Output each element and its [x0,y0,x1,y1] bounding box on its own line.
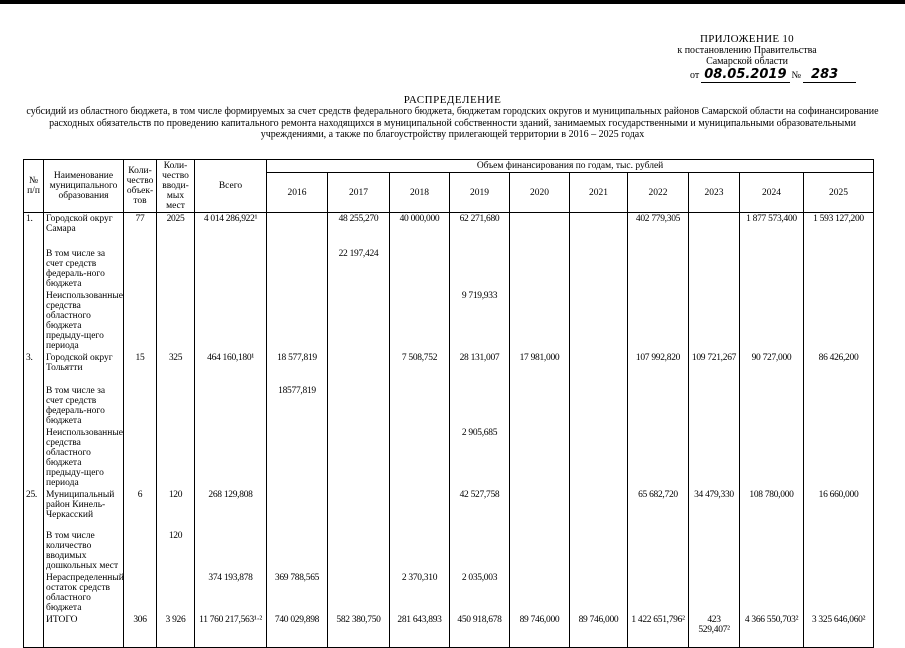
row-number: 25. [24,489,44,530]
row-name: В том числе количество вводимых дошкольных мест [44,530,124,572]
row-places: 325 [157,352,195,385]
document-title: РАСПРЕДЕЛЕНИЕ [403,94,502,106]
row-year-value: 1 422 651,796² [628,614,689,648]
row-year-value [450,530,510,572]
row-number [24,248,44,290]
appendix-title: ПРИЛОЖЕНИЕ 10 [700,33,794,45]
row-year-value [328,290,390,352]
row-places [157,248,195,290]
row-year-value [628,572,689,614]
table-row [24,489,874,530]
row-year-value: 48 255,270 [328,213,390,248]
row-year-value [510,572,570,614]
row-year-value [689,572,740,614]
row-year-value: 3 325 646,060² [804,614,874,648]
header-year: 2022 [628,173,689,213]
row-year-value: 1 593 127,200 [804,213,874,248]
row-year-value: 582 380,750 [328,614,390,648]
row-year-value: 1 877 573,400 [740,213,804,248]
table-row [24,530,874,572]
row-number [24,614,44,648]
table-row [24,614,874,648]
row-year-value: 369 788,565 [267,572,328,614]
row-year-value [689,290,740,352]
row-year-value [628,385,689,427]
row-year-value: 22 197,424 [328,248,390,290]
row-year-value [328,489,390,530]
row-year-value [267,290,328,352]
row-objects: 306 [124,614,157,648]
row-year-value [804,427,874,489]
row-year-value [570,489,628,530]
row-total: 4 014 286,922¹ [195,213,267,248]
row-year-value: 28 131,007 [450,352,510,385]
row-year-value [570,290,628,352]
table-row [24,352,874,385]
row-year-value [570,530,628,572]
header-total: Всего [195,160,267,213]
row-year-value [390,248,450,290]
row-year-value: 90 727,000 [740,352,804,385]
row-year-value [804,385,874,427]
row-year-value [267,427,328,489]
row-year-value [510,530,570,572]
table-body [24,213,874,648]
row-year-value [390,427,450,489]
row-year-value [267,530,328,572]
row-year-value [450,385,510,427]
row-year-value: 9 719,933 [450,290,510,352]
row-objects [124,572,157,614]
row-year-value: 281 643,893 [390,614,450,648]
row-objects [124,427,157,489]
row-name: Городской округ Тольятти [44,352,124,385]
row-year-value [510,385,570,427]
row-total [195,290,267,352]
header-funding-group: Объем финансирования по годам, тыс. рублей [267,160,874,173]
row-total [195,248,267,290]
header-year: 2020 [510,173,570,213]
row-total: 268 129,808 [195,489,267,530]
row-year-value: 2 370,310 [390,572,450,614]
row-places [157,385,195,427]
row-number [24,427,44,489]
row-year-value [450,248,510,290]
row-year-value [510,290,570,352]
row-year-value [267,489,328,530]
row-year-value: 89 746,000 [570,614,628,648]
row-year-value: 108 780,000 [740,489,804,530]
header-year: 2024 [740,173,804,213]
number-prefix: № [791,70,802,81]
row-year-value [689,248,740,290]
row-places: 3 926 [157,614,195,648]
decree-date: 08.05.2019 [701,67,789,83]
row-objects: 6 [124,489,157,530]
row-year-value [804,248,874,290]
row-year-value [689,427,740,489]
row-name: Муниципальный район Кинель-Черкасский [44,489,124,530]
document-subtitle: субсидий из областного бюджета, в том числе формируемых за счет средств федерального бюджета, бюджетам городских округов и муниципальных районов Самарской области на софинансирование расходных обязательств по проведению капитального ремонта находящихся в муниципальной собственности зданий, занимаемых государственными и муниципальными образовательными учреждениями, а также по благоустройству прилегающей территории в 2016 – 2025 годах [26,106,879,141]
row-year-value [328,530,390,572]
row-year-value [570,572,628,614]
row-year-value: 4 366 550,703² [740,614,804,648]
row-year-value: 450 918,678 [450,614,510,648]
row-total: 464 160,180¹ [195,352,267,385]
row-year-value [804,290,874,352]
row-year-value [689,213,740,248]
appendix-block [647,34,847,67]
date-prefix: от [690,70,700,81]
table-row [24,290,874,352]
row-objects [124,530,157,572]
row-total: 11 760 217,563¹·² [195,614,267,648]
row-year-value: 740 029,898 [267,614,328,648]
row-year-value: 42 527,758 [450,489,510,530]
appendix-line-2: Самарской области [706,56,788,67]
row-name: Нераспределенный остаток средств областного бюджета [44,572,124,614]
row-name: В том числе за счет средств федераль-ного бюджета [44,385,124,427]
decree-number: 283 [803,67,856,83]
row-year-value: 40 000,000 [390,213,450,248]
row-year-value [570,427,628,489]
row-year-value [740,572,804,614]
row-year-value: 109 721,267 [689,352,740,385]
row-year-value [510,427,570,489]
row-year-value [390,489,450,530]
row-year-value [390,290,450,352]
row-number [24,385,44,427]
row-year-value [628,530,689,572]
row-places [157,290,195,352]
row-number: 1. [24,213,44,248]
top-border [0,0,905,4]
header-year: 2019 [450,173,510,213]
row-places [157,427,195,489]
row-year-value: 7 508,752 [390,352,450,385]
row-name: Городской округ Самара [44,213,124,248]
row-year-value [740,385,804,427]
row-total [195,385,267,427]
row-year-value [267,213,328,248]
row-year-value: 34 479,330 [689,489,740,530]
row-name: Неиспользованные средства областного бюджета предыду-щего периода [44,290,124,352]
row-year-value [740,248,804,290]
distribution-table [23,159,874,648]
row-year-value [570,352,628,385]
header-places: Коли-чество вводи-мых мест [157,160,195,213]
row-year-value: 2 905,685 [450,427,510,489]
row-objects: 77 [124,213,157,248]
header-name: Наименование муниципального образования [44,160,124,213]
row-year-value: 65 682,720 [628,489,689,530]
row-objects [124,290,157,352]
table-row [24,385,874,427]
header-year: 2018 [390,173,450,213]
row-year-value [804,530,874,572]
row-year-value: 423 529,407² [689,614,740,648]
row-number: 3. [24,352,44,385]
row-number [24,572,44,614]
row-name: ИТОГО [44,614,124,648]
row-year-value [804,572,874,614]
row-year-value: 17 981,000 [510,352,570,385]
row-places [157,572,195,614]
appendix-line-1: к постановлению Правительства [677,45,817,56]
row-year-value [628,427,689,489]
row-year-value: 89 746,000 [510,614,570,648]
header-year: 2025 [804,173,874,213]
table-row [24,572,874,614]
row-year-value: 62 271,680 [450,213,510,248]
row-year-value: 402 779,305 [628,213,689,248]
table-row [24,248,874,290]
row-name: В том числе за счет средств федераль-ного бюджета [44,248,124,290]
row-year-value [570,213,628,248]
row-year-value: 18 577,819 [267,352,328,385]
row-year-value [328,352,390,385]
row-number [24,290,44,352]
row-year-value [628,248,689,290]
row-objects: 15 [124,352,157,385]
table-row [24,427,874,489]
row-year-value [328,385,390,427]
table-row [24,213,874,248]
row-year-value: 2 035,003 [450,572,510,614]
row-objects [124,248,157,290]
row-year-value [740,427,804,489]
decree-date-line [690,67,858,83]
row-year-value [689,530,740,572]
row-places: 120 [157,530,195,572]
row-year-value [267,248,328,290]
row-year-value [390,530,450,572]
row-year-value [689,385,740,427]
row-year-value [570,385,628,427]
row-year-value [628,290,689,352]
row-year-value [510,248,570,290]
row-year-value [328,572,390,614]
row-places: 2025 [157,213,195,248]
row-total [195,530,267,572]
row-year-value [740,290,804,352]
row-year-value [740,530,804,572]
row-places: 120 [157,489,195,530]
row-year-value [570,248,628,290]
row-year-value: 86 426,200 [804,352,874,385]
row-year-value: 16 660,000 [804,489,874,530]
row-name: Неиспользованные средства областного бюджета предыду-щего периода [44,427,124,489]
row-total: 374 193,878 [195,572,267,614]
row-year-value [510,489,570,530]
row-year-value [510,213,570,248]
header-year: 2023 [689,173,740,213]
row-number [24,530,44,572]
header-year: 2017 [328,173,390,213]
row-year-value [328,427,390,489]
header-objects: Коли-чество объек-тов [124,160,157,213]
row-year-value [390,385,450,427]
row-objects [124,385,157,427]
header-num: № п/п [24,160,44,213]
row-total [195,427,267,489]
header-year: 2016 [267,173,328,213]
table-header [24,160,874,213]
header-year: 2021 [570,173,628,213]
row-year-value: 107 992,820 [628,352,689,385]
row-year-value: 18577,819 [267,385,328,427]
